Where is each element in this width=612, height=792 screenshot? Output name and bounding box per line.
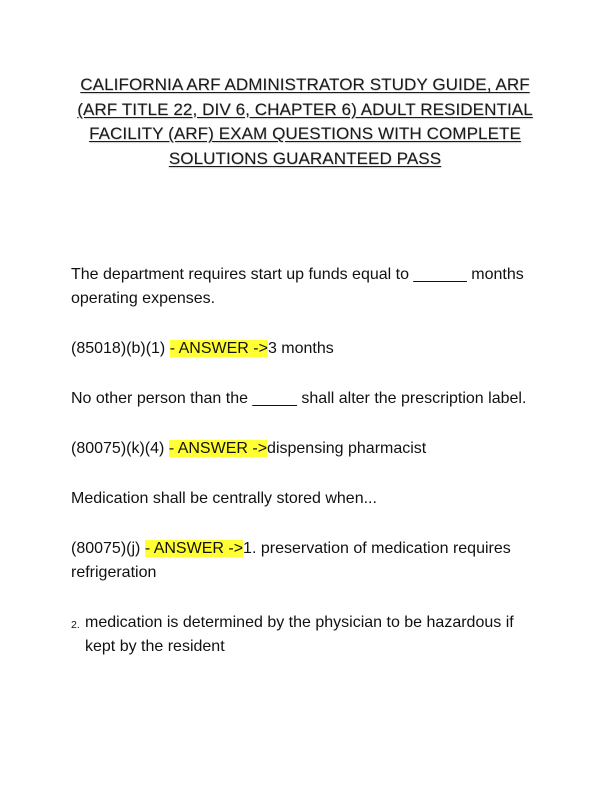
- list-text: medication is determined by the physician to be hazardous if kept by the resident: [85, 614, 514, 655]
- answer-2: [71, 437, 546, 461]
- answer-2-text: dispensing pharmacist: [267, 440, 427, 457]
- document-body: [71, 263, 546, 659]
- answer-3: [71, 537, 546, 585]
- title-line-4: SOLUTIONS GUARANTEED PASS: [168, 148, 442, 168]
- list-number: 2.: [71, 619, 80, 631]
- answer-3-marker: - ANSWER ->: [144, 540, 244, 557]
- answer-3-list-item-2: [71, 611, 546, 659]
- answer-2-reference: (80075)(k)(4): [71, 440, 169, 457]
- answer-1: [71, 337, 546, 361]
- question-1: The department requires start up funds equal to ______ months operating expenses.: [71, 266, 524, 307]
- title-line-1: CALIFORNIA ARF ADMINISTRATOR STUDY GUIDE, ARF: [80, 75, 530, 94]
- title-line-3: FACILITY (ARF) EXAM QUESTIONS WITH COMPLETE: [89, 124, 521, 143]
- answer-1-marker: - ANSWER ->: [169, 340, 268, 357]
- document-title: [70, 73, 540, 171]
- question-3: Medication shall be centrally stored when...: [71, 490, 377, 507]
- question-2: No other person than the _____ shall alter the prescription label.: [71, 390, 527, 407]
- answer-1-reference: (85018)(b)(1): [71, 340, 170, 357]
- answer-3-text: 1. preservation of medication requires refrigeration: [71, 540, 511, 581]
- answer-2-marker: - ANSWER ->: [168, 440, 268, 457]
- answer-1-text: 3 months: [267, 340, 334, 357]
- answer-3-reference: (80075)(j): [71, 540, 145, 557]
- title-line-2: (ARF TITLE 22, DIV 6, CHAPTER 6) ADULT RESIDENTIAL: [77, 99, 533, 119]
